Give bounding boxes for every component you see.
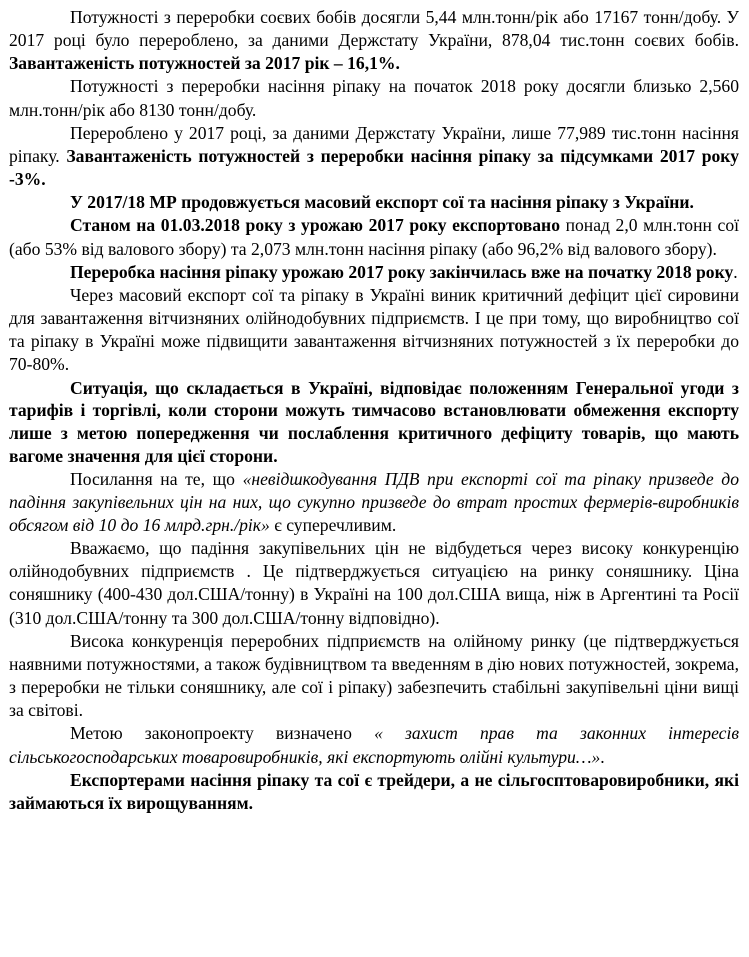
- paragraph-bill-purpose: [9, 722, 739, 768]
- paragraph-export-status: [9, 214, 739, 260]
- text-run: Висока конкуренція переробних підприємств на олійному ринку (це підтверджується наявними потужностями, а також будівництвом та введенням в дію нових потужностей, зокрема, з переробки не тільки соняшнику, але сої і ріпаку) забезпечить стабільні закупівельні ціни вищі за світові.: [9, 630, 739, 721]
- text-run: Потужності з переробки соєвих бобів досягли 5,44 млн.тонн/рік або 17167 тонн/добу. У 2017 році було перероблено, за даними Держстату України, 878,04 тис.тонн соєвих бобів.: [9, 7, 739, 51]
- text-run: Метою законопроекту визначено: [70, 723, 375, 744]
- italic-quote: «невідшкодування ПДВ при експорті сої та ріпаку призведе до падіння закупівельних цін на них, що сукупно призведе до втрат простих фермерів-виробників обсягом від 10 до 16 млрд.грн./рік»: [9, 468, 739, 535]
- bold-run: Переробка насіння ріпаку урожаю 2017 року закінчилась вже на початку 2018 року: [70, 261, 734, 282]
- paragraph-processing-ended: [9, 261, 739, 284]
- paragraph-critical-deficit: [9, 284, 739, 377]
- bold-run: Експортерами насіння ріпаку та сої є трейдери, а не сільгосптоваровиробники, які займаються їх вирощуванням.: [9, 769, 739, 813]
- paragraph-vat-reference: [9, 468, 739, 537]
- text-run: Через масовий експорт сої та ріпаку в Україні виник критичний дефіцит цієї сировини для завантаження вітчизняних олійнодобувних підприємств. І це при тому, що виробництво сої та ріпаку в Україні може підвищити завантаження вітчизняних потужностей з їх переробки до 70-80%.: [9, 284, 739, 375]
- document-page: [9, 6, 739, 814]
- bold-run: У 2017/18 МР продовжується масовий експорт сої та насіння ріпаку з України.: [70, 192, 694, 213]
- text-run: Вважаємо, що падіння закупівельних цін не відбудеться через високу конкуренцію олійнодобувних підприємств . Це підтверджується ситуацією на ринку соняшнику. Ціна соняшнику (400-430 дол.США/тонну) в Україні на 100 дол.США вища, ніж в Аргентині та Росії (310 дол.США/тонну та 300 дол.США/тонну відповідно).: [9, 538, 739, 628]
- text-run: понад 2,0 млн.тонн сої (або 53% від валового збору) та 2,073 млн.тонн насіння ріпаку (або 96,2% від валового збору).: [9, 215, 740, 259]
- text-run: Потужності з переробки насіння ріпаку на початок 2018 року досягли близько 2,560 млн.тонн/рік або 8130 тонн/добу.: [9, 76, 739, 120]
- paragraph-gatt-situation: [9, 377, 739, 468]
- text-run: .: [733, 261, 738, 282]
- paragraph-competition: [9, 630, 739, 723]
- text-run: Перероблено у 2017 році, за даними Держстату України, лише 77,989 тис.тонн насіння ріпаку.: [9, 122, 739, 166]
- paragraph-sunflower-prices: [9, 537, 739, 630]
- paragraph-soy-processing: [9, 6, 739, 75]
- bold-run: Завантаженість потужностей за 2017 рік – 16,1%.: [9, 53, 400, 74]
- text-run: Посилання на те, що: [70, 468, 243, 489]
- text-run: .: [600, 746, 605, 767]
- bold-run: Завантаженість потужностей з переробки насіння ріпаку за підсумками 2017 року -3%.: [9, 145, 739, 190]
- paragraph-export-continues: [9, 191, 739, 214]
- paragraph-rapeseed-capacity: [9, 75, 739, 121]
- text-run: є суперечливим.: [269, 515, 397, 535]
- paragraph-exporters-traders: [9, 769, 739, 815]
- bold-run: Ситуація, що складається в Україні, відповідає положенням Генеральної угоди з тарифів і торгівлі, коли сторони можуть тимчасово встановлювати обмеження експорту лише з метою попередження чи послаблення критичного дефіциту товарів, що мають вагоме значення для цієї сторони.: [9, 377, 739, 466]
- italic-quote: « захист прав та законних інтересів сільськогосподарських товаровиробників, які експортують олійні культури…»: [9, 723, 740, 767]
- paragraph-rapeseed-processed: [9, 122, 739, 191]
- bold-run: Станом на 01.03.2018 року з урожаю 2017 року експортовано: [70, 215, 560, 236]
